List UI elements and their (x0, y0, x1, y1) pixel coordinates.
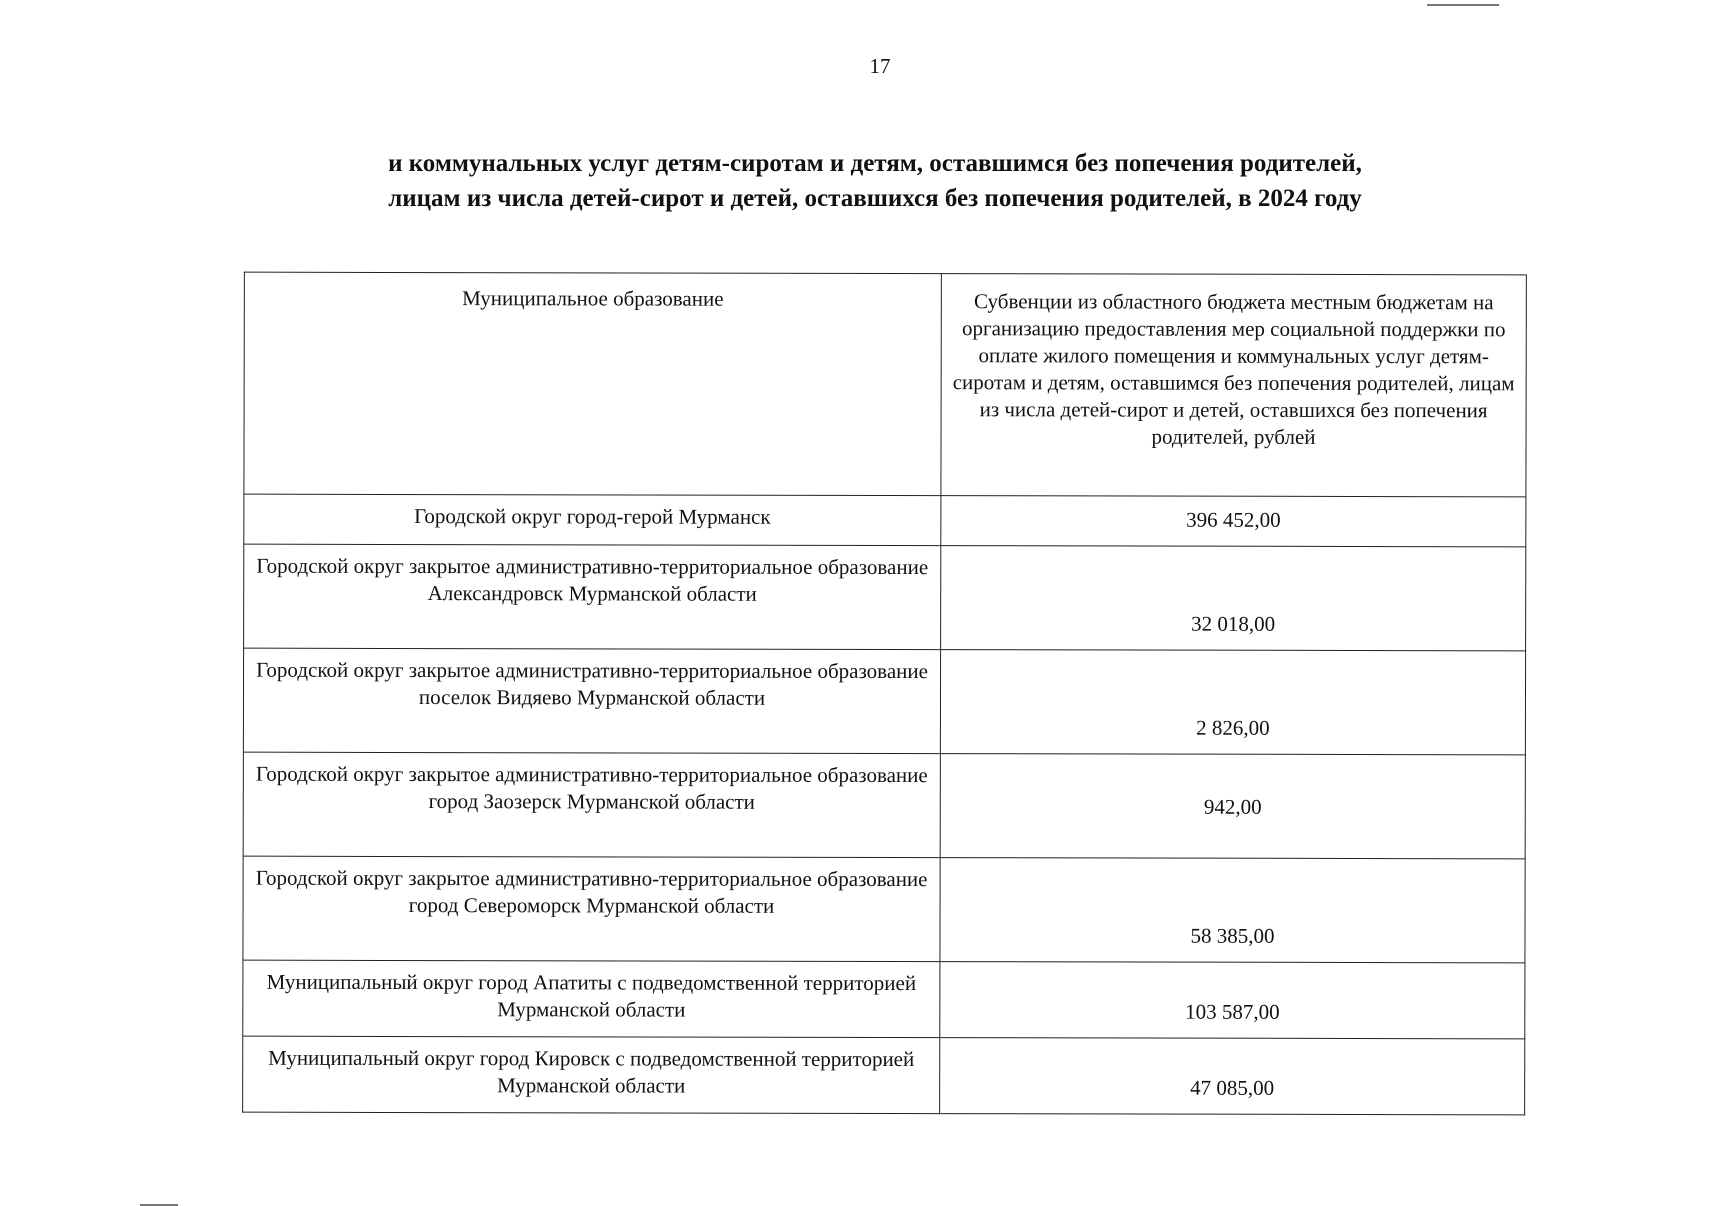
subsidy-table (242, 272, 1527, 1116)
municipality-cell: Муниципальный округ город Апатиты с подведомственной территорией Мурманской области (243, 960, 940, 1037)
header-municipality: Муниципальное образование (244, 272, 941, 495)
municipality-cell: Городской округ закрытое административно-территориальное образование город Североморск Мурманской области (243, 856, 940, 961)
page-number: 17 (869, 54, 891, 78)
table-row (243, 856, 1525, 963)
header-subsidy: Субвенции из областного бюджета местным бюджетам на организацию предоставления мер социальной поддержки по оплате жилого помещения и коммунальных услуг детям-сиротам и детям, оставшимся без попечения родителей, лицам из числа детей-сирот и детей, оставшихся без попечения родителей, рублей (941, 274, 1526, 497)
table-row (244, 544, 1526, 651)
title-line-1: и коммунальных услуг детям-сиротам и детям, оставшимся без попечения родителей, (388, 150, 1362, 177)
municipality-cell: Городской округ закрытое административно-территориальное образование город Заозерск Мурманской области (243, 752, 940, 857)
municipality-cell: Городской округ город-герой Мурманск (244, 494, 941, 545)
municipality-cell: Городской округ закрытое административно-территориальное образование поселок Видяево Мурманской области (243, 648, 940, 753)
amount-cell: 942,00 (940, 754, 1525, 859)
amount-cell: 103 587,00 (940, 962, 1525, 1039)
scan-artifact-bottom (140, 1204, 178, 1206)
page-title (330, 146, 1420, 216)
amount-cell: 2 826,00 (940, 650, 1525, 755)
table-row (243, 1036, 1525, 1115)
table-row (243, 752, 1525, 859)
title-line-2: лицам из числа детей-сирот и детей, оставшихся без попечения родителей, в 2024 году (388, 185, 1362, 212)
municipality-cell: Муниципальный округ город Кировск с подведомственной территорией Мурманской области (243, 1036, 940, 1113)
amount-cell: 47 085,00 (940, 1038, 1525, 1115)
municipality-cell: Городской округ закрытое административно-территориальное образование Александровск Мурманской области (244, 544, 941, 649)
table-row (244, 494, 1526, 547)
amount-cell: 396 452,00 (941, 496, 1526, 547)
table-header-row (244, 272, 1526, 497)
table-row (243, 648, 1525, 755)
scan-artifact-top (1427, 4, 1499, 6)
amount-cell: 32 018,00 (941, 546, 1526, 651)
table-row (243, 960, 1525, 1039)
amount-cell: 58 385,00 (940, 858, 1525, 963)
